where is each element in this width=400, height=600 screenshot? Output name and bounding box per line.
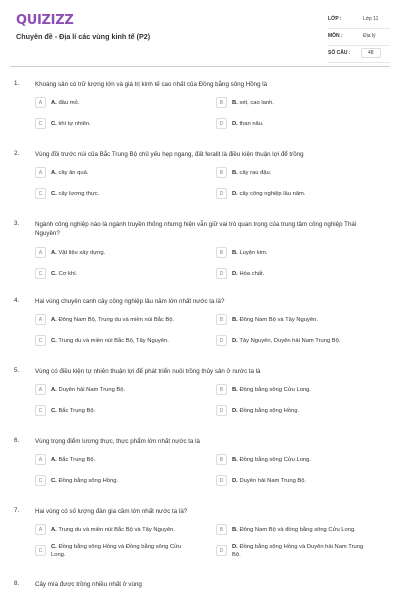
option-prefix: B. [232,387,238,393]
option-label: Duyên hải Nam Trung Bộ. [239,478,307,484]
option-prefix: D. [232,338,238,344]
option-text [232,316,318,324]
question-text: Vùng trọng điểm lương thực, thực phẩm lớn nhất nước ta là [35,438,200,445]
question-number: 8. [14,580,20,587]
question-text: Ngành công nghiệp nào là ngành truyền thống nhưng hiện vẫn giữ vai trò quan trọng của trung tâm công nghiệp Thái Nguyên? [35,221,357,237]
question-text: Khoáng sản có trữ lượng lớn và giá trị kinh tế cao nhất của Đồng bằng sông Hồng là [35,81,268,88]
option-prefix: D. [232,408,238,414]
option-letter-badge: C [35,475,46,486]
option-prefix: C. [51,408,57,414]
option-letter-badge: D [216,188,227,199]
meta-row-question-count [328,46,390,63]
question-text: Hai vùng chuyên canh cây công nghiệp lâu năm lớn nhất nước ta là? [35,298,225,305]
quizizz-logo [16,12,73,28]
option-text [51,386,125,394]
option-letter-badge: A [35,314,46,325]
option-letter-badge: B [216,314,227,325]
option-letter-badge: B [216,384,227,395]
option-label: cây ăn quả. [58,170,89,176]
option-text [51,526,175,534]
question-text: Vùng đồi trước núi của Bắc Trung Bộ chủ yếu hẹp ngang, đất feralit là điều kiện thuận lợi để trồng [35,151,304,158]
question-number: 4. [14,297,20,304]
option-label: Vật liệu xây dựng. [58,250,106,256]
option-text [232,477,306,485]
option-label: than nâu. [239,121,264,127]
option-letter-badge: B [216,454,227,465]
option-letter-badge: D [216,405,227,416]
option-prefix: C. [51,121,57,127]
option-prefix: D. [232,478,238,484]
option-label: Đông Nam Bộ và đồng bằng sông Cửu Long. [239,527,356,533]
meta-row-class [328,12,390,29]
option-letter-badge: A [35,167,46,178]
option-label: Đông Nam Bộ và Tây Nguyên. [239,317,318,323]
option-text [51,477,118,485]
option-prefix: B. [232,100,238,106]
option-text [51,316,174,324]
option-label: Đồng bằng sông Hồng và Đồng bằng sông Cửu Long. [51,544,182,558]
option-text [232,190,306,198]
question-number: 2. [14,150,20,157]
option-label: Đồng bằng sông Hồng và Duyên hải Nam Trung Bộ. [232,544,364,558]
option-prefix: A. [51,387,57,393]
option-text [51,120,91,128]
option-label: cây lương thực. [58,191,100,197]
question-number: 6. [14,437,20,444]
option-text [51,249,105,257]
option-text [232,99,274,107]
option-letter-badge: B [216,167,227,178]
option-label: Tây Nguyên, Duyên hải Nam Trung Bộ. [239,338,341,344]
option-text [232,526,356,534]
option-prefix: B. [232,250,238,256]
option-letter-badge: C [35,545,46,556]
meta-value: 48 [361,48,381,58]
option-letter-badge: B [216,524,227,535]
question-text: Hai vùng có số lượng đàn gia cầm lớn nhất nước ta là? [35,508,188,515]
option-prefix: A. [51,457,57,463]
option-prefix: B. [232,170,238,176]
option-text [232,337,341,345]
option-label: Đồng bằng sông Cửu Long. [239,387,312,393]
option-label: Hóa chất. [239,271,265,277]
option-label: Duyên hải Nam Trung Bộ. [58,387,126,393]
option-prefix: D. [232,191,238,197]
option-letter-badge: D [216,335,227,346]
option-letter-badge: A [35,454,46,465]
question-number: 3. [14,220,20,227]
option-prefix: B. [232,457,238,463]
option-label: Đồng bằng sông Hồng. [239,408,300,414]
option-letter-badge: A [35,384,46,395]
option-text [51,337,169,345]
option-letter-badge: C [35,188,46,199]
option-prefix: B. [232,317,238,323]
option-prefix: C. [51,191,57,197]
option-prefix: C. [51,544,57,550]
option-prefix: C. [51,478,57,484]
option-label: Bắc Trung Bộ. [58,408,96,414]
option-text [232,249,267,257]
option-prefix: D. [232,121,238,127]
option-prefix: D. [232,544,238,550]
option-text [51,99,79,107]
question-number: 7. [14,507,20,514]
option-letter-badge: B [216,97,227,108]
option-text [51,456,95,464]
option-text [51,543,186,559]
meta-label: MÔN : [328,33,343,39]
option-letter-badge: A [35,97,46,108]
meta-value: Địa lý [363,33,376,39]
option-letter-badge: D [216,118,227,129]
worksheet-header [0,0,400,66]
header-divider [10,66,390,67]
option-label: Luyện kim. [239,250,268,256]
option-label: Trung du và miền núi Bắc Bộ, Tây Nguyên. [58,338,169,344]
option-prefix: A. [51,250,57,256]
option-label: Bắc Trung Bộ. [58,457,96,463]
option-label: sét, cao lanh. [239,100,274,106]
option-label: khí tự nhiên. [58,121,91,127]
option-label: Đồng bằng sông Hồng. [58,478,119,484]
option-text [232,169,271,177]
option-label: Đông Nam Bộ, Trung du và miền núi Bắc Bộ. [58,317,175,323]
option-prefix: C. [51,338,57,344]
option-text [232,386,311,394]
option-text [232,120,264,128]
worksheet-title: Chuyên đề - Địa lí các vùng kinh tế (P2) [16,32,151,41]
option-text [232,270,264,278]
option-letter-badge: C [35,268,46,279]
worksheet-meta [328,12,390,63]
option-letter-badge: D [216,475,227,486]
option-prefix: A. [51,170,57,176]
option-letter-badge: B [216,247,227,258]
option-label: đầu mỏ. [58,100,80,106]
option-letter-badge: D [216,268,227,279]
option-text [51,270,77,278]
question-number: 1. [14,80,20,87]
option-prefix: B. [232,527,238,533]
question-text: Cây mía được trồng nhiều nhất ở vùng [35,581,142,588]
option-letter-badge: C [35,335,46,346]
option-prefix: A. [51,100,57,106]
brand-name: QUIZIZZ [16,12,74,28]
option-label: cây công nghiệp lâu năm. [239,191,306,197]
option-letter-badge: D [216,545,227,556]
meta-label: SỐ CÂU : [328,50,351,56]
option-text [51,190,99,198]
option-prefix: C. [51,271,57,277]
meta-value: Lớp 11 [363,16,379,22]
meta-label: LỚP : [328,16,342,22]
option-prefix: A. [51,317,57,323]
option-label: Cơ khí. [58,271,78,277]
option-text [232,407,299,415]
option-letter-badge: A [35,247,46,258]
option-text [232,456,311,464]
question-text: Vùng có điều kiện tự nhiên thuận lợi để phát triển nuôi trồng thủy sản ở nước ta là [35,368,261,375]
option-text [51,407,95,415]
option-text [51,169,88,177]
question-number: 5. [14,367,20,374]
meta-row-subject [328,29,390,46]
option-label: cây rau đậu. [239,170,272,176]
option-letter-badge: C [35,118,46,129]
option-text [232,543,367,559]
option-letter-badge: A [35,524,46,535]
option-prefix: A. [51,527,57,533]
option-label: Đồng bằng sông Cửu Long. [239,457,312,463]
option-letter-badge: C [35,405,46,416]
option-prefix: D. [232,271,238,277]
option-label: Trung du và miền núi Bắc Bộ và Tây Nguyên. [58,527,175,533]
